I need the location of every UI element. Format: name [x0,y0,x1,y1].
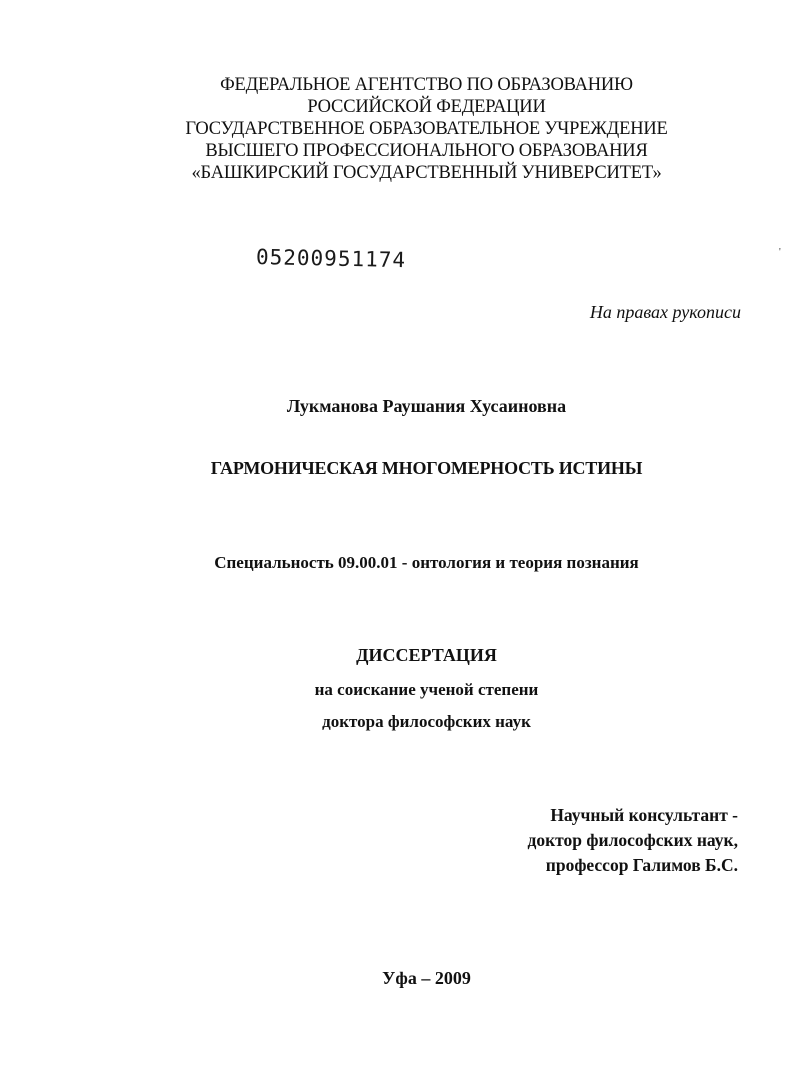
consultant-line: профессор Галимов Б.С. [545,855,738,875]
header-line: ФЕДЕРАЛЬНОЕ АГЕНТСТВО ПО ОБРАЗОВАНИЮ [220,75,633,95]
specialty-line: Специальность 09.00.01 - онтология и теория познания [214,553,639,572]
scientific-consultant [527,803,738,878]
header-line: ВЫСШЕГО ПРОФЕССИОНАЛЬНОГО ОБРАЗОВАНИЯ [205,141,648,161]
institution-header [0,74,793,184]
header-line: ГОСУДАРСТВЕННОЕ ОБРАЗОВАТЕЛЬНОЕ УЧРЕЖДЕНИЕ [185,119,668,139]
consultant-line: доктор философских наук, [527,830,738,850]
inventory-number-stamp: 05200951174 [255,245,407,273]
city-year: Уфа – 2009 [382,968,471,988]
consultant-line: Научный консультант - [550,805,738,825]
rights-note: На правах рукописи [589,302,741,322]
thesis-title: ГАРМОНИЧЕСКАЯ МНОГОМЕРНОСТЬ ИСТИНЫ [210,458,643,478]
edge-mark: ' [779,247,781,258]
degree-line-2: доктора философских наук [322,712,531,731]
author-name: Лукманова Раушания Хусаиновна [286,396,567,416]
header-line: РОССИЙСКОЙ ФЕДЕРАЦИИ [307,97,546,117]
degree-line-1: на соискание ученой степени [314,680,539,699]
header-line: «БАШКИРСКИЙ ГОСУДАРСТВЕННЫЙ УНИВЕРСИТЕТ» [191,163,662,183]
dissertation-label: ДИССЕРТАЦИЯ [356,645,497,665]
